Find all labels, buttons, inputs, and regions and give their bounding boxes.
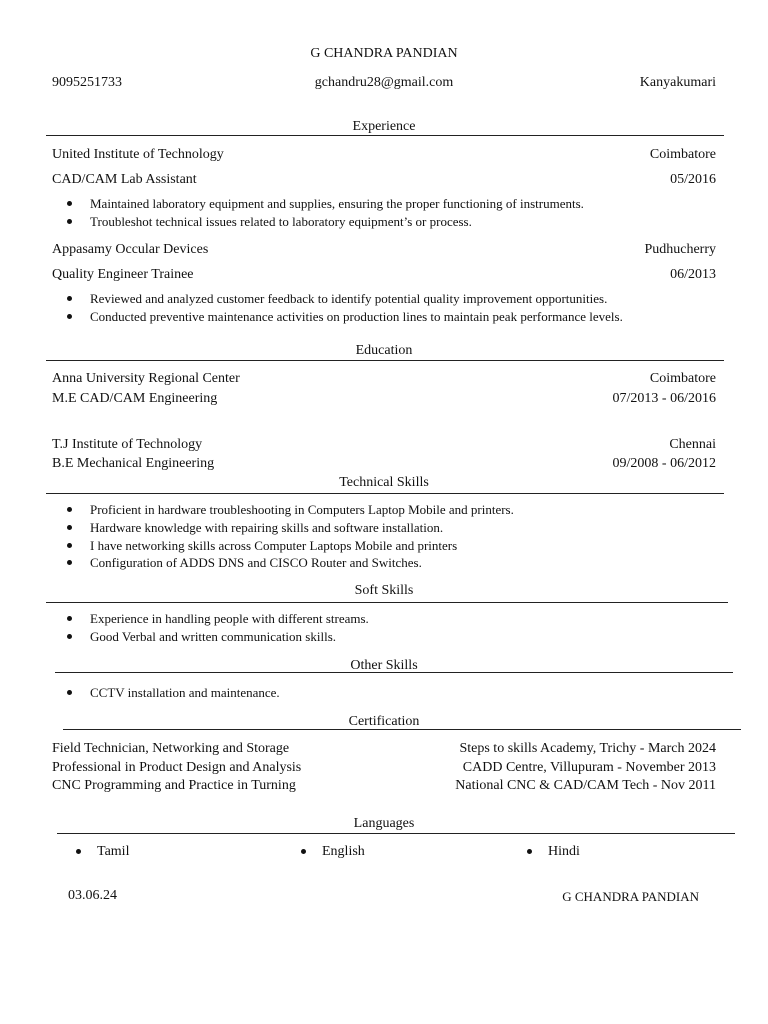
degree-dates: 07/2013 - 06/2016 [612,391,716,406]
language-item: Tamil [97,844,129,860]
technical-skills-divider [46,493,724,494]
experience-divider [46,135,724,136]
school-city: Chennai [669,437,716,452]
degree-name: B.E Mechanical Engineering [52,456,215,471]
other-skills-divider [55,672,733,673]
list-item: I have networking skills across Computer Laptops Mobile and printers [90,538,457,554]
school-name: T.J Institute of Technology [52,437,203,452]
list-item: CCTV installation and maintenance. [90,685,280,701]
language-item: English [322,844,365,860]
certification-divider [63,729,741,730]
phone-number: 9095251733 [52,75,122,90]
list-item: Good Verbal and written communication skills. [90,629,336,645]
list-item: Maintained laboratory equipment and supplies, ensuring the proper functioning of instruments. [90,196,584,212]
degree-name: M.E CAD/CAM Engineering [52,391,218,406]
certificate-source: National CNC & CAD/CAM Tech - Nov 2011 [455,778,716,793]
technical-skills-heading: Technical Skills [339,475,429,490]
job-role: CAD/CAM Lab Assistant [52,172,197,187]
job-company: United Institute of Technology [52,147,224,162]
footer-signature: G CHANDRA PANDIAN [562,889,699,904]
list-item: Experience in handling people with different streams. [90,611,369,627]
list-item: Configuration of ADDS DNS and CISCO Router and Switches. [90,555,422,571]
candidate-name: G CHANDRA PANDIAN [310,46,458,61]
job-role: Quality Engineer Trainee [52,267,194,282]
list-item: Proficient in hardware troubleshooting in Computers Laptop Mobile and printers. [90,502,514,518]
certificate-name: Field Technician, Networking and Storage [52,741,290,756]
soft-skills-heading: Soft Skills [354,583,414,598]
list-item: Hardware knowledge with repairing skills and software installation. [90,520,443,536]
education-divider [46,360,724,361]
language-item: Hindi [548,844,580,860]
footer-date: 03.06.24 [68,888,117,903]
education-heading: Education [355,343,413,358]
experience-heading: Experience [352,119,416,134]
certificate-source: CADD Centre, Villupuram - November 2013 [462,760,716,775]
job-city: Coimbatore [649,147,716,162]
other-skills-heading: Other Skills [350,658,418,673]
certificate-name: Professional in Product Design and Analysis [52,760,302,775]
list-item: Conducted preventive maintenance activities on production lines to maintain peak performance levels. [90,309,623,325]
email-address: gchandru28@gmail.com [314,75,454,90]
job-date: 05/2016 [670,172,716,187]
job-company: Appasamy Occular Devices [52,242,209,257]
list-item: Troubleshot technical issues related to laboratory equipment’s or process. [90,214,472,230]
languages-divider [57,833,735,834]
home-location: Kanyakumari [639,75,716,90]
job-city: Pudhucherry [644,242,716,257]
list-item: Reviewed and analyzed customer feedback to identify potential quality improvement opportunities. [90,291,607,307]
certificate-source: Steps to skills Academy, Trichy - March 2024 [459,741,716,756]
job-date: 06/2013 [670,267,716,282]
school-city: Coimbatore [649,371,716,386]
school-name: Anna University Regional Center [52,371,240,386]
soft-skills-divider [46,602,728,603]
certification-heading: Certification [348,714,420,729]
languages-heading: Languages [353,816,415,831]
certificate-name: CNC Programming and Practice in Turning [52,778,296,793]
degree-dates: 09/2008 - 06/2012 [612,456,716,471]
